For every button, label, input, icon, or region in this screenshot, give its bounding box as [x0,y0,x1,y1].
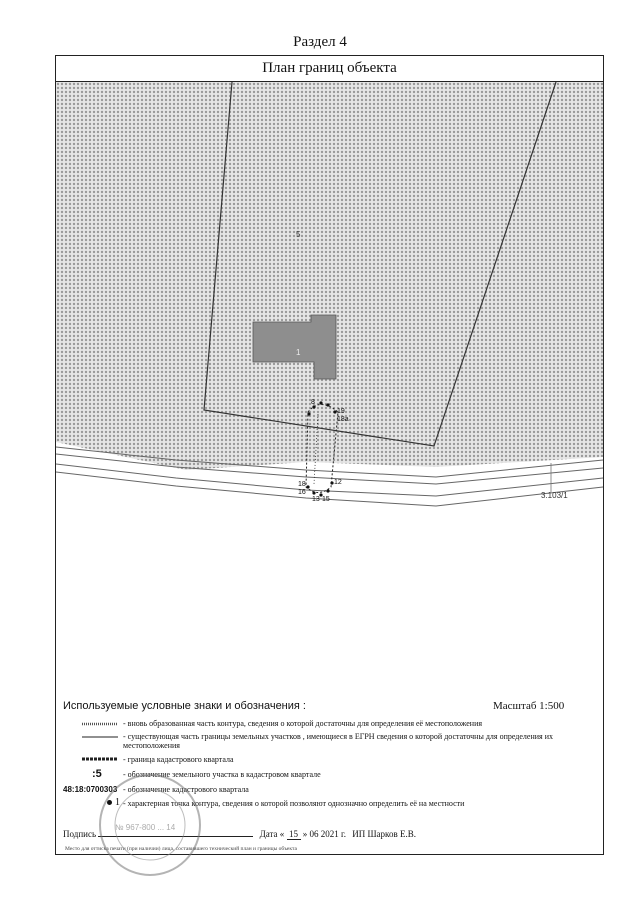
date-day: 15 [287,829,301,840]
legend-symbol: :5 [92,768,102,780]
pt-label: 13 [312,496,320,503]
pt-label: 8 [311,399,315,406]
pt-label: 18 [298,481,306,488]
plan-title: План границ объекта [55,55,604,82]
pt-label: 16 [298,489,306,496]
legend-symbol: 48:18:0700303 [63,785,118,794]
legend-symbol: 1 [115,797,120,808]
date-prefix: Дата « [259,829,285,839]
stamp-text: № 967-800 ... 14 [115,823,176,832]
signature-label: Подпись [63,829,97,839]
pt-label: 15 [322,496,330,503]
legend-text: - характерная точка контура, сведения о которой позволяют однозначно определить её на местности [123,799,465,808]
pt-label: 19 [337,408,345,415]
person-name: ИП Шарков Е.В. [352,829,416,839]
date-month-year: » 06 2021 г. [302,829,346,839]
footnote: Место для оттиска печати (при наличии) лица, составившего технический план и границы объекта [65,846,297,852]
boundary-map [56,82,603,692]
building-number: 1 [296,348,301,357]
legend-text: - граница кадастрового квартала [123,755,234,764]
legend-text: - обозначение кадастрового квартала [123,785,249,794]
legend-heading: Используемые условные знаки и обозначения : [63,700,306,712]
parcel-number: 5 [296,230,301,239]
stamp-seal [90,770,210,880]
scale-label: Масштаб 1:500 [493,700,565,712]
section-title: Раздел 4 [293,34,347,50]
pt-label: 18а [337,416,349,423]
legend-text: - обозначение земельного участка в кадастровом квартале [123,770,321,779]
legend-text: - существующая часть границы земельных участков , имеющиеся в ЕГРН сведения о которой достаточны для определения их местоположения [123,732,553,750]
pt-label: 12 [334,479,342,486]
hatched-area [56,82,603,470]
quarter-number: 3.103/1 [541,491,568,500]
legend-text: - вновь образованная часть контура, сведения о которой достаточны для определения её местоположения [123,719,483,728]
